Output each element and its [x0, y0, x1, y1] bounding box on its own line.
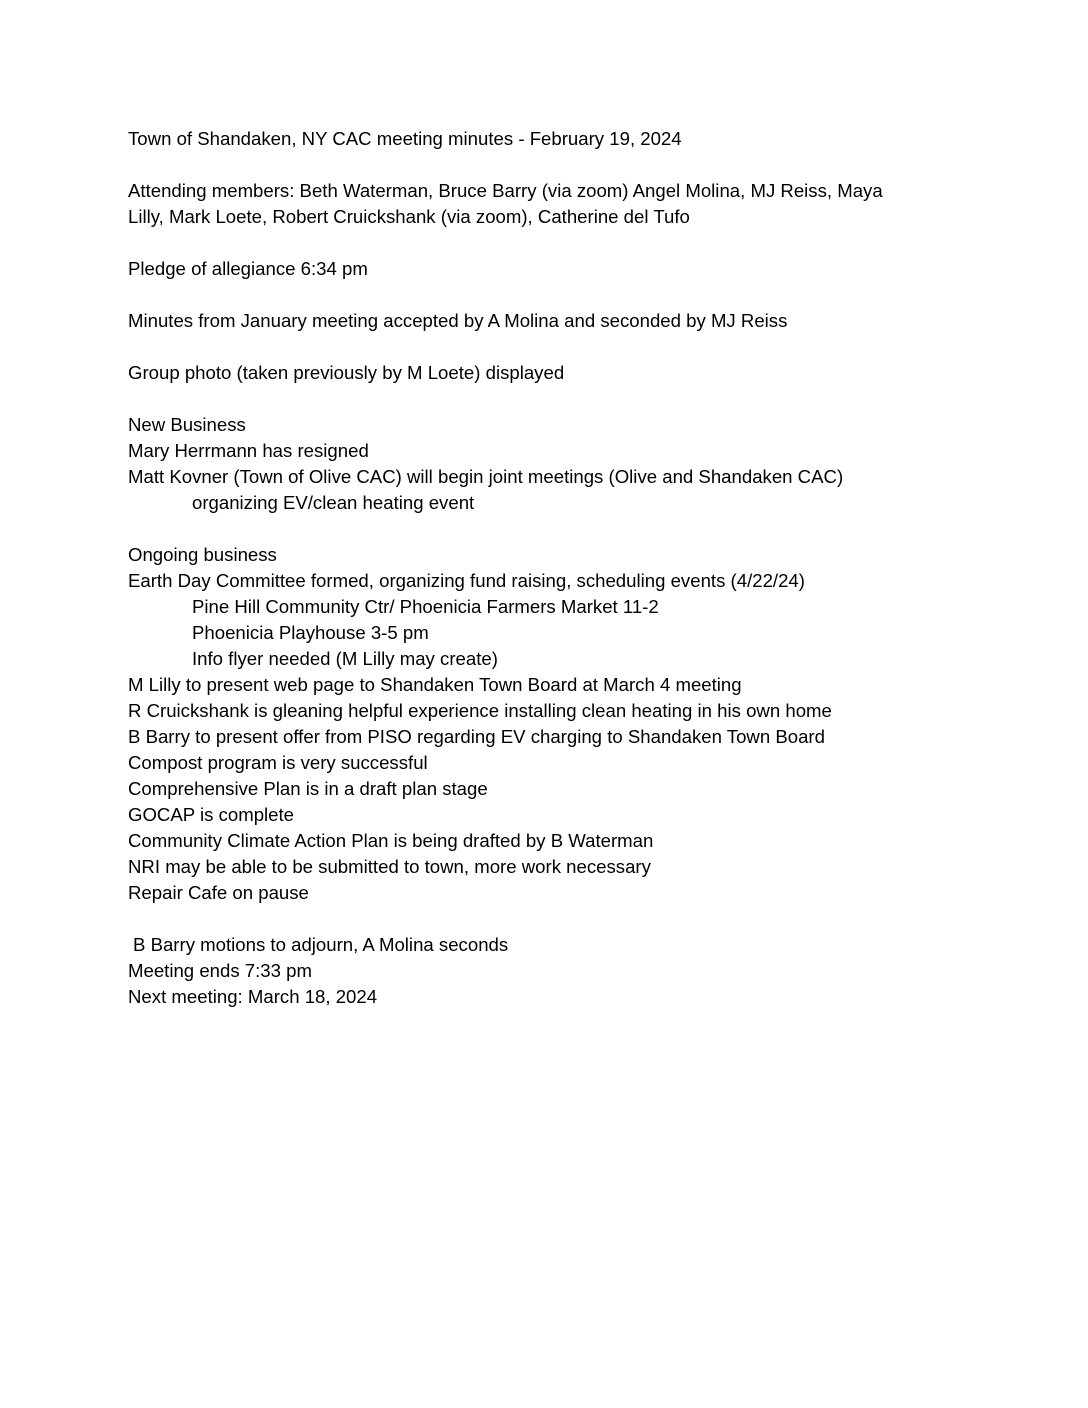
- new-business-item: Mary Herrmann has resigned: [128, 440, 369, 461]
- spacer: [128, 282, 948, 308]
- ongoing-item: NRI may be able to be submitted to town, more work necessary: [128, 856, 651, 877]
- earth-day-item: Earth Day Committee formed, organizing fund raising, scheduling events (4/22/24): [128, 570, 805, 591]
- ongoing-business-heading: Ongoing business: [128, 544, 277, 565]
- new-business-item: Matt Kovner (Town of Olive CAC) will begin joint meetings (Olive and Shandaken CAC): [128, 466, 844, 487]
- new-business-subitem: organizing EV/clean heating event: [192, 492, 475, 513]
- minutes-body: [128, 126, 948, 1010]
- spacer: [128, 230, 948, 256]
- earth-day-subitem: Info flyer needed (M Lilly may create): [192, 648, 498, 669]
- document-title: Town of Shandaken, NY CAC meeting minutes - February 19, 2024: [128, 128, 682, 149]
- attending-line-2: Lilly, Mark Loete, Robert Cruickshank (via zoom), Catherine del Tufo: [128, 206, 690, 227]
- ongoing-item: M Lilly to present web page to Shandaken Town Board at March 4 meeting: [128, 674, 742, 695]
- ongoing-item: Repair Cafe on pause: [128, 882, 309, 903]
- ongoing-item: Comprehensive Plan is in a draft plan stage: [128, 778, 488, 799]
- ongoing-item: B Barry to present offer from PISO regarding EV charging to Shandaken Town Board: [128, 726, 825, 747]
- adjourn-line: B Barry motions to adjourn, A Molina seconds: [133, 934, 509, 955]
- minutes-accepted-line: Minutes from January meeting accepted by A Molina and seconded by MJ Reiss: [128, 310, 788, 331]
- meeting-ends-line: Meeting ends 7:33 pm: [128, 960, 312, 981]
- attending-line-1: Attending members: Beth Waterman, Bruce Barry (via zoom) Angel Molina, MJ Reiss, Maya: [128, 180, 883, 201]
- earth-day-subitem: Pine Hill Community Ctr/ Phoenicia Farmers Market 11-2: [192, 596, 659, 617]
- spacer: [128, 516, 948, 542]
- next-meeting-line: Next meeting: March 18, 2024: [128, 986, 378, 1007]
- ongoing-item: Compost program is very successful: [128, 752, 428, 773]
- spacer: [128, 906, 948, 932]
- spacer: [128, 334, 948, 360]
- spacer: [128, 152, 948, 178]
- earth-day-subitem: Phoenicia Playhouse 3-5 pm: [192, 622, 429, 643]
- ongoing-item: Community Climate Action Plan is being drafted by B Waterman: [128, 830, 654, 851]
- group-photo-line: Group photo (taken previously by M Loete) displayed: [128, 362, 565, 383]
- new-business-heading: New Business: [128, 414, 246, 435]
- spacer: [128, 386, 948, 412]
- ongoing-item: R Cruickshank is gleaning helpful experience installing clean heating in his own home: [128, 700, 832, 721]
- ongoing-item: GOCAP is complete: [128, 804, 295, 825]
- pledge-line: Pledge of allegiance 6:34 pm: [128, 258, 368, 279]
